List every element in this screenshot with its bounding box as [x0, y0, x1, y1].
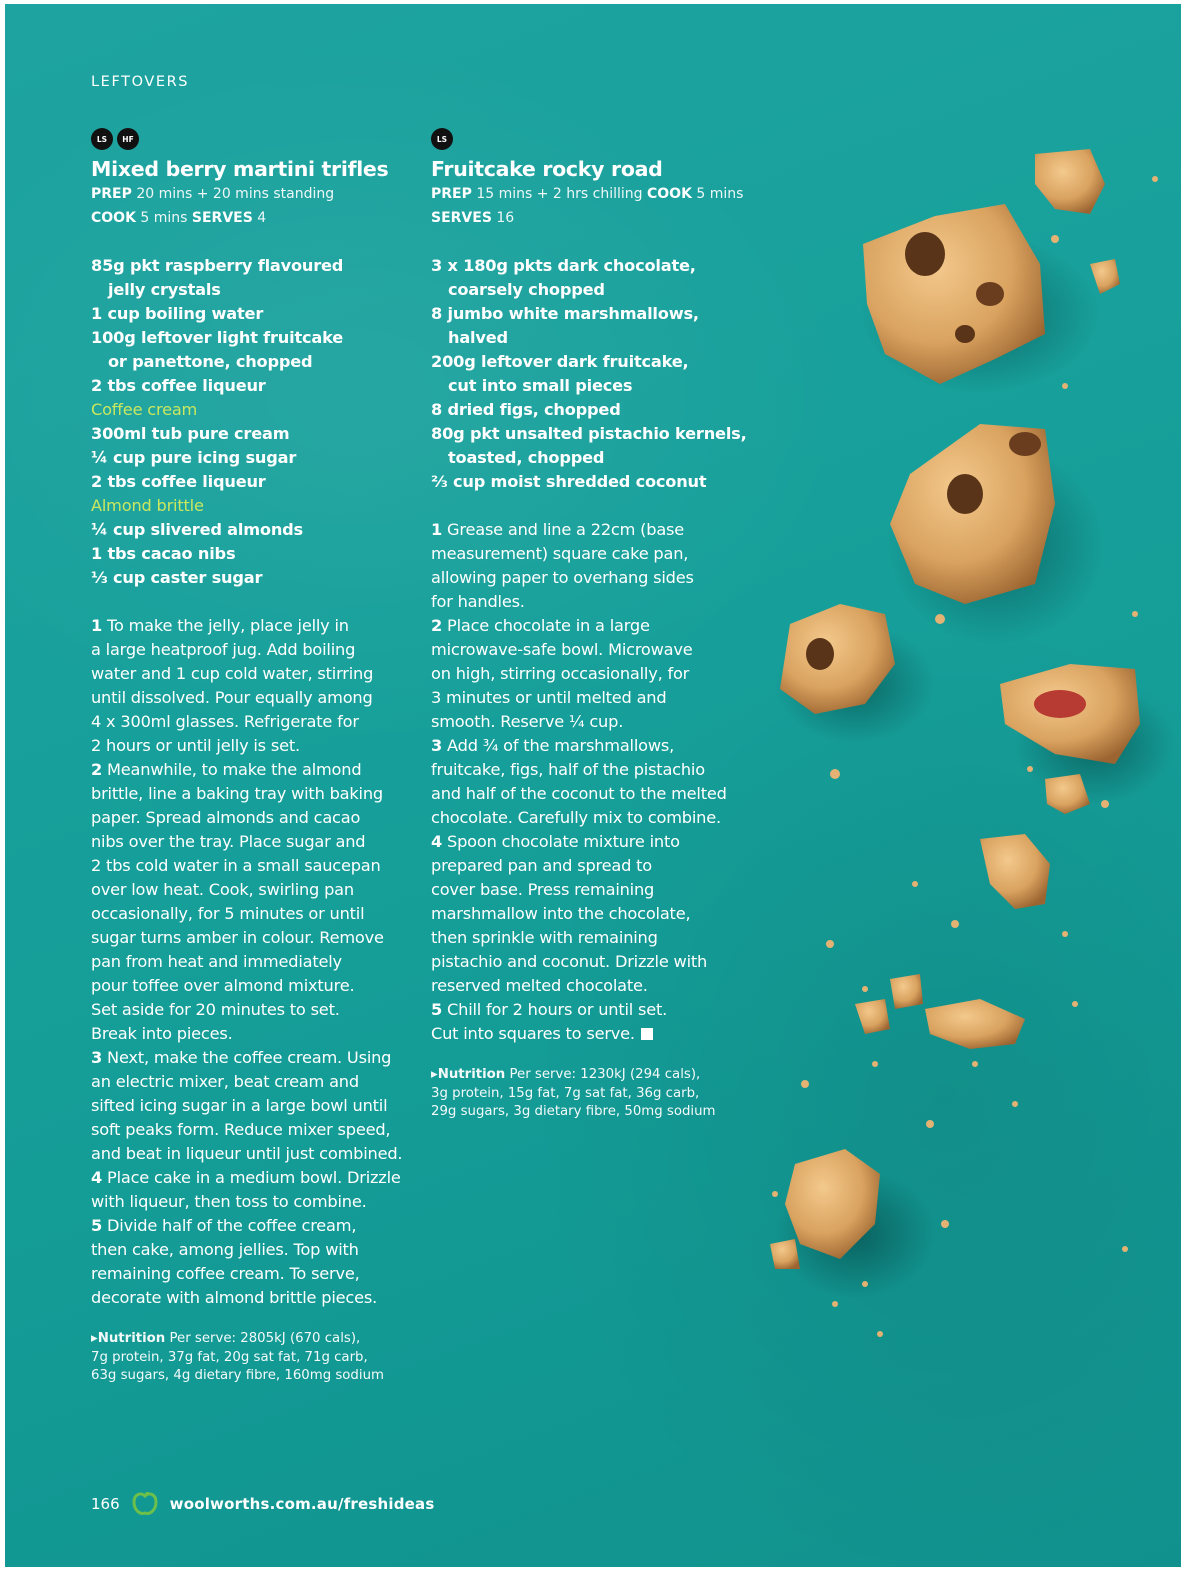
ingredient-text: 3 x 180g pkts dark chocolate,	[431, 256, 696, 275]
end-mark-icon	[641, 1028, 653, 1040]
ingredient-item	[431, 422, 761, 470]
recipe-meta-line-1	[431, 182, 761, 206]
ingredient-item	[91, 326, 421, 374]
nutrition-arrow-icon: ▸	[431, 1067, 438, 1082]
woolworths-apple-icon	[132, 1492, 158, 1516]
ingredient-text-cont: halved	[448, 328, 508, 347]
step-text: allowing paper to overhang sides	[431, 568, 694, 587]
ingredient-text: 1 tbs cacao nibs	[91, 544, 236, 563]
step-number: 3	[91, 1048, 103, 1067]
step-number: 2	[91, 760, 103, 779]
nutrition-line	[431, 1066, 761, 1085]
method-line	[431, 758, 761, 782]
method-line	[431, 542, 761, 566]
step-text: Add ¾ of the marshmallows,	[447, 736, 675, 755]
ingredient-text: 200g leftover dark fruitcake,	[431, 352, 689, 371]
ingredient-text: Almond brittle	[91, 496, 204, 515]
method-line	[91, 998, 421, 1022]
step-text: water and 1 cup cold water, stirring	[91, 664, 374, 683]
ingredient-text: ⅔ cup moist shredded coconut	[431, 472, 707, 491]
ingredient-text-cont: coarsely chopped	[448, 280, 605, 299]
method-line	[431, 710, 761, 734]
ingredient-text: ¼ cup slivered almonds	[91, 520, 303, 539]
serves-label: SERVES	[431, 210, 492, 226]
step-text: chocolate. Carefully mix to combine.	[431, 808, 721, 827]
nutrition-line	[91, 1349, 421, 1368]
ingredient-item	[431, 470, 761, 494]
method-line	[91, 734, 421, 758]
method-line	[91, 1022, 421, 1046]
ingredient-text: 80g pkt unsalted pistachio kernels,	[431, 424, 747, 443]
low-sugar-badge: LS	[431, 128, 453, 150]
ingredient-text: 100g leftover light fruitcake	[91, 328, 344, 347]
method-steps	[431, 518, 761, 1046]
ingredient-text: 2 tbs coffee liqueur	[91, 376, 266, 395]
low-sugar-badge: LS	[91, 128, 113, 150]
step-text: 2 hours or until jelly is set.	[91, 736, 300, 755]
method-line	[431, 830, 761, 854]
step-text: marshmallow into the chocolate,	[431, 904, 691, 923]
method-line	[431, 1022, 761, 1046]
step-text: To make the jelly, place jelly in	[107, 616, 349, 635]
recipe-meta-line-1	[91, 182, 421, 206]
method-line	[91, 1070, 421, 1094]
step-text: measurement) square cake pan,	[431, 544, 689, 563]
method-line	[91, 830, 421, 854]
ingredient-item	[431, 350, 761, 398]
step-text: for handles.	[431, 592, 525, 611]
step-text: Grease and line a 22cm (base	[447, 520, 685, 539]
magazine-page	[5, 4, 1181, 1567]
nutrition-info	[431, 1066, 761, 1122]
step-text: sifted icing sugar in a large bowl until	[91, 1096, 388, 1115]
ingredient-text-cont: or panettone, chopped	[108, 352, 313, 371]
step-number: 2	[431, 616, 443, 635]
step-text: on high, stirring occasionally, for	[431, 664, 690, 683]
nutrition-text: 63g sugars, 4g dietary fibre, 160mg sodium	[91, 1368, 384, 1383]
ingredient-item	[431, 254, 761, 302]
method-line	[91, 1094, 421, 1118]
nutrition-arrow-icon: ▸	[91, 1331, 98, 1346]
ingredient-item	[431, 398, 761, 422]
ingredient-item	[91, 542, 421, 566]
step-text: until dissolved. Pour equally among	[91, 688, 373, 707]
nutrition-text: 3g protein, 15g fat, 7g sat fat, 36g carb,	[431, 1085, 700, 1101]
method-line	[91, 950, 421, 974]
ingredient-text-cont: jelly crystals	[108, 280, 221, 299]
method-line	[91, 878, 421, 902]
step-text: over low heat. Cook, swirling pan	[91, 880, 354, 899]
step-number: 4	[91, 1168, 103, 1187]
step-number: 1	[431, 520, 443, 539]
method-line	[431, 638, 761, 662]
method-line	[91, 782, 421, 806]
step-text: Spoon chocolate mixture into	[447, 832, 680, 851]
step-text: Divide half of the coffee cream,	[107, 1216, 357, 1235]
step-text: cover base. Press remaining	[431, 880, 655, 899]
step-text: reserved melted chocolate.	[431, 976, 648, 995]
ingredient-subheading	[91, 398, 421, 422]
step-text: microwave-safe bowl. Microwave	[431, 640, 693, 659]
step-text: remaining coffee cream. To serve,	[91, 1264, 360, 1283]
method-line	[431, 518, 761, 542]
method-line	[431, 854, 761, 878]
ingredient-item	[91, 566, 421, 590]
step-text: decorate with almond brittle pieces.	[91, 1288, 378, 1307]
ingredient-subheading	[91, 494, 421, 518]
method-steps	[91, 614, 421, 1310]
method-line	[431, 782, 761, 806]
step-number: 5	[431, 1000, 443, 1019]
method-line	[91, 1262, 421, 1286]
nutrition-label: Nutrition	[437, 1067, 506, 1082]
step-text: pan from heat and immediately	[91, 952, 342, 971]
step-text: Break into pieces.	[91, 1024, 233, 1043]
method-line	[91, 662, 421, 686]
nutrition-line	[431, 1103, 761, 1122]
method-line	[91, 926, 421, 950]
step-text: 2 tbs cold water in a small saucepan	[91, 856, 381, 875]
method-line	[431, 662, 761, 686]
step-text: an electric mixer, beat cream and	[91, 1072, 359, 1091]
method-line	[91, 1142, 421, 1166]
step-number: 3	[431, 736, 443, 755]
method-line	[431, 878, 761, 902]
ingredient-item	[91, 470, 421, 494]
ingredient-text: ¼ cup pure icing sugar	[91, 448, 297, 467]
step-text: 3 minutes or until melted and	[431, 688, 667, 707]
method-line	[91, 1166, 421, 1190]
high-fibre-badge: HF	[117, 128, 139, 150]
step-text: Next, make the coffee cream. Using	[107, 1048, 392, 1067]
ingredient-text: 8 dried figs, chopped	[431, 400, 621, 419]
ingredient-item	[431, 302, 761, 350]
cook-label: COOK	[91, 210, 136, 226]
method-line	[431, 950, 761, 974]
nutrition-text: Per serve: 1230kJ (294 cals),	[509, 1067, 701, 1082]
method-line	[91, 854, 421, 878]
step-text: Place cake in a medium bowl. Drizzle	[107, 1168, 401, 1187]
recipe-mixed-berry-martini-trifles	[91, 128, 421, 1386]
nutrition-text: 7g protein, 37g fat, 20g sat fat, 71g carb,	[91, 1349, 368, 1365]
serves-value: 16	[496, 210, 515, 226]
ingredient-list	[431, 254, 761, 494]
method-line	[91, 710, 421, 734]
method-line	[431, 974, 761, 998]
page-footer	[91, 1492, 435, 1516]
serves-label: SERVES	[191, 210, 253, 226]
ingredient-item	[91, 446, 421, 470]
step-text: and half of the coconut to the melted	[431, 784, 727, 803]
cook-label: COOK	[647, 186, 692, 202]
method-line	[91, 1286, 421, 1310]
step-number: 4	[431, 832, 443, 851]
ingredient-text: ⅓ cup caster sugar	[91, 568, 263, 587]
ingredient-item	[91, 518, 421, 542]
method-line	[431, 590, 761, 614]
prep-value: 15 mins + 2 hrs chilling	[476, 186, 643, 202]
method-line	[91, 1190, 421, 1214]
step-text: fruitcake, figs, half of the pistachio	[431, 760, 705, 779]
ingredient-text: 8 jumbo white marshmallows,	[431, 304, 699, 323]
method-line	[91, 1214, 421, 1238]
step-text: paper. Spread almonds and cacao	[91, 808, 361, 827]
step-text: occasionally, for 5 minutes or until	[91, 904, 365, 923]
ingredient-item	[91, 422, 421, 446]
method-line	[91, 686, 421, 710]
method-line	[91, 614, 421, 638]
website-link[interactable]: woolworths.com.au/freshideas	[169, 1495, 435, 1513]
ingredient-text: 85g pkt raspberry flavoured	[91, 256, 344, 275]
method-line	[91, 638, 421, 662]
method-line	[91, 1046, 421, 1070]
cook-value: 5 mins	[696, 186, 744, 202]
step-text: Set aside for 20 minutes to set.	[91, 1000, 340, 1019]
step-number: 1	[91, 616, 103, 635]
method-line	[431, 686, 761, 710]
step-text: pistachio and coconut. Drizzle with	[431, 952, 708, 971]
ingredient-item	[91, 302, 421, 326]
method-line	[431, 926, 761, 950]
step-text: with liqueur, then toss to combine.	[91, 1192, 367, 1211]
method-line	[431, 998, 761, 1022]
diet-badges	[431, 128, 761, 150]
recipe-fruitcake-rocky-road	[431, 128, 761, 1122]
ingredient-text: Coffee cream	[91, 400, 198, 419]
nutrition-text: 29g sugars, 3g dietary fibre, 50mg sodium	[431, 1104, 716, 1119]
method-line	[431, 902, 761, 926]
step-text: nibs over the tray. Place sugar and	[91, 832, 366, 851]
nutrition-label: Nutrition	[97, 1331, 166, 1346]
method-line	[91, 902, 421, 926]
step-text: prepared pan and spread to	[431, 856, 652, 875]
method-line	[431, 566, 761, 590]
diet-badges	[91, 128, 421, 150]
step-text: then sprinkle with remaining	[431, 928, 658, 947]
step-text: soft peaks form. Reduce mixer speed,	[91, 1120, 391, 1139]
method-line	[91, 1118, 421, 1142]
step-text: then cake, among jellies. Top with	[91, 1240, 359, 1259]
step-text: brittle, line a baking tray with baking	[91, 784, 383, 803]
step-number: 5	[91, 1216, 103, 1235]
method-line	[91, 758, 421, 782]
step-text: and beat in liqueur until just combined.	[91, 1144, 403, 1163]
step-text: pour toffee over almond mixture.	[91, 976, 355, 995]
nutrition-line	[431, 1085, 761, 1104]
step-text: a large heatproof jug. Add boiling	[91, 640, 356, 659]
step-text: Cut into squares to serve.	[431, 1024, 635, 1043]
ingredient-text-cont: toasted, chopped	[448, 448, 605, 467]
recipe-title: Fruitcake rocky road	[431, 157, 663, 181]
method-line	[431, 614, 761, 638]
serves-value: 4	[257, 210, 267, 226]
page-number: 166	[91, 1495, 120, 1513]
method-line	[91, 974, 421, 998]
step-text: Meanwhile, to make the almond	[107, 760, 362, 779]
method-line	[431, 806, 761, 830]
nutrition-info	[91, 1330, 421, 1386]
cook-value: 5 mins	[140, 210, 188, 226]
step-text: Place chocolate in a large	[447, 616, 650, 635]
ingredient-text: 300ml tub pure cream	[91, 424, 290, 443]
ingredient-text: 2 tbs coffee liqueur	[91, 472, 266, 491]
nutrition-line	[91, 1367, 421, 1386]
ingredient-item	[91, 254, 421, 302]
section-label: LEFTOVERS	[91, 74, 190, 90]
method-line	[91, 806, 421, 830]
step-text: Chill for 2 hours or until set.	[447, 1000, 668, 1019]
method-line	[91, 1238, 421, 1262]
step-text: smooth. Reserve ¼ cup.	[431, 712, 624, 731]
nutrition-text: Per serve: 2805kJ (670 cals),	[169, 1331, 361, 1346]
method-line	[431, 734, 761, 758]
ingredient-text-cont: cut into small pieces	[448, 376, 633, 395]
prep-label: PREP	[431, 186, 472, 202]
recipe-meta-line-2	[431, 206, 761, 230]
ingredient-text: 1 cup boiling water	[91, 304, 264, 323]
recipe-title: Mixed berry martini trifles	[91, 157, 389, 181]
step-text: 4 x 300ml glasses. Refrigerate for	[91, 712, 359, 731]
prep-value: 20 mins + 20 mins standing	[136, 186, 335, 202]
nutrition-line	[91, 1330, 421, 1349]
ingredient-item	[91, 374, 421, 398]
ingredient-list	[91, 254, 421, 590]
prep-label: PREP	[91, 186, 132, 202]
step-text: sugar turns amber in colour. Remove	[91, 928, 384, 947]
recipe-meta-line-2	[91, 206, 421, 230]
